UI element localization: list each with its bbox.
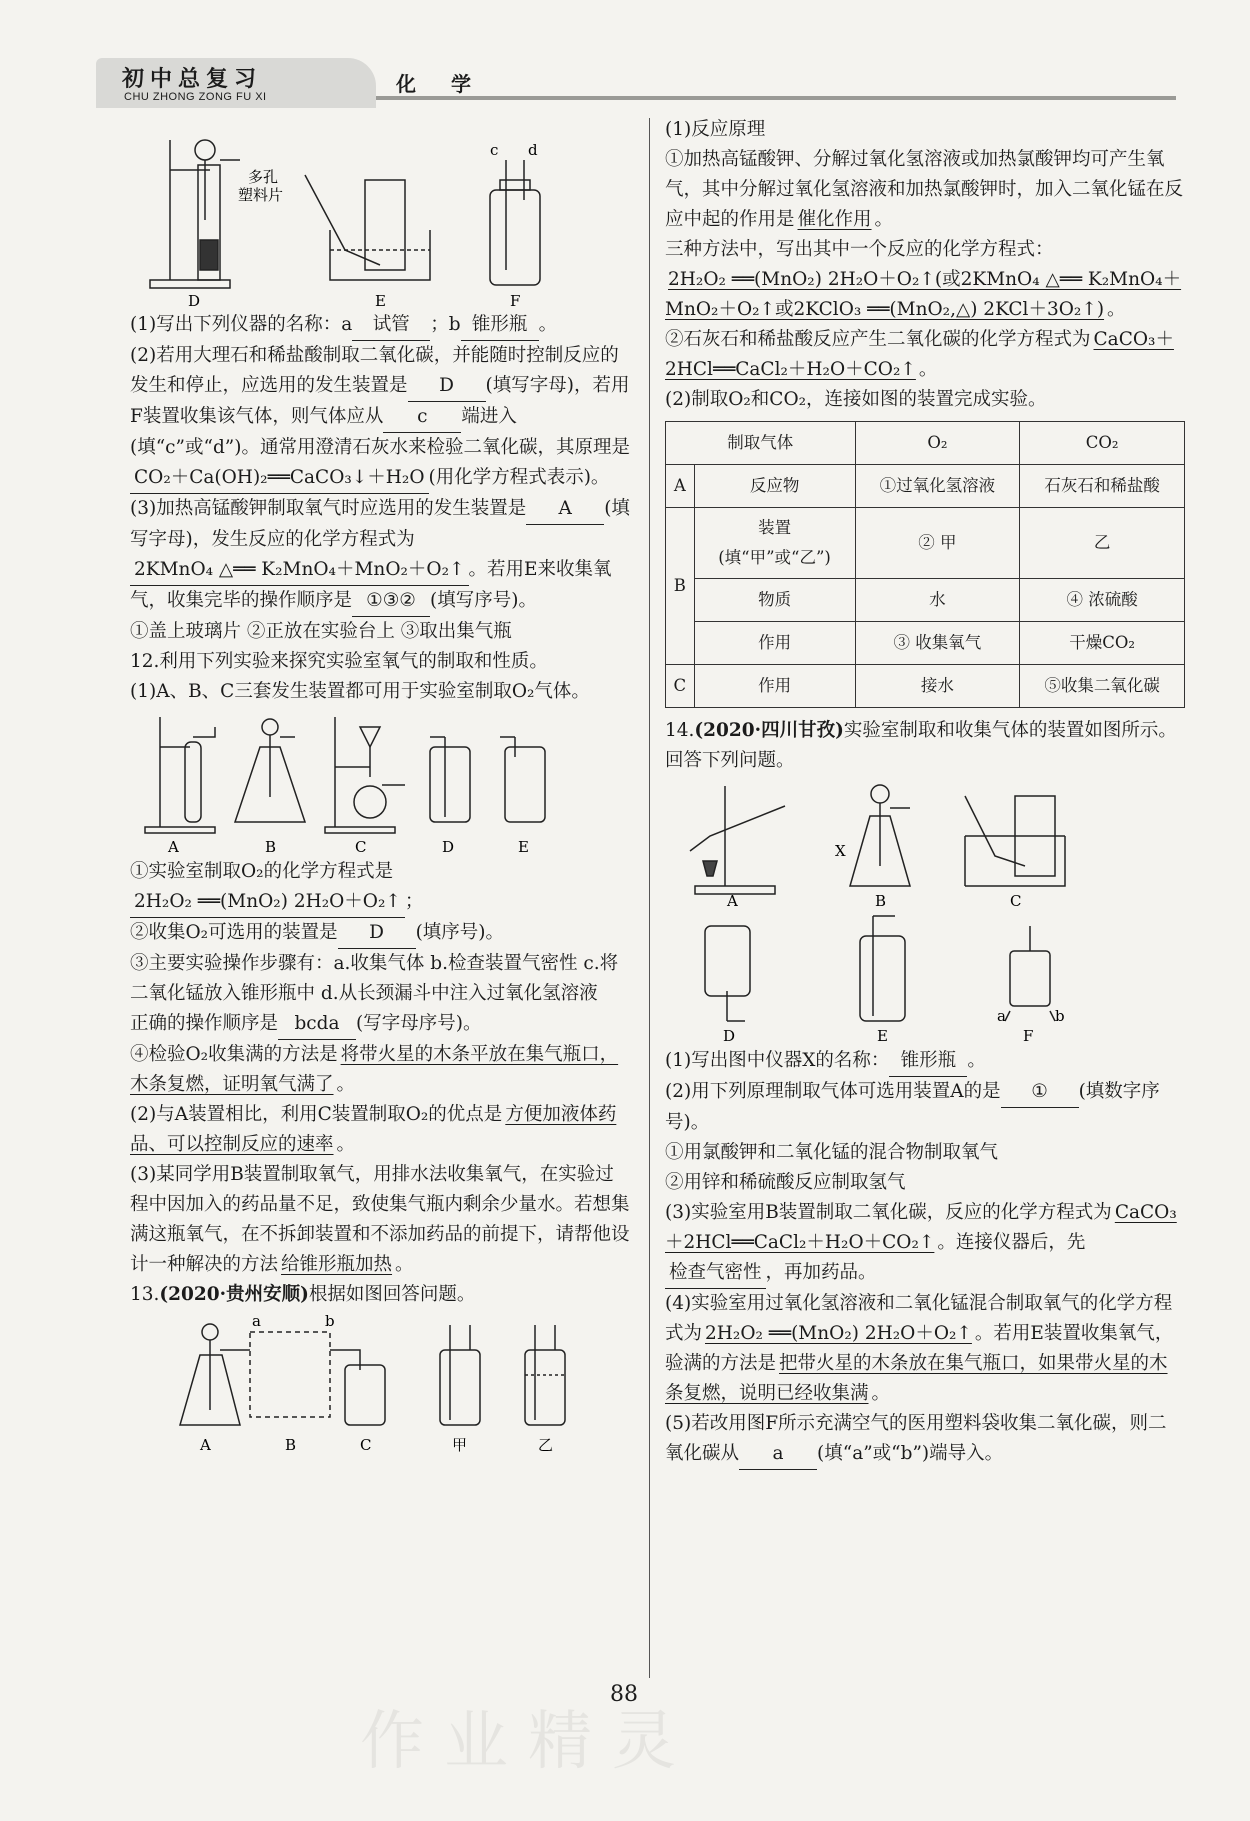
q12-item2: ②收集O₂可选用的装置是 D (填序号)。 bbox=[130, 918, 630, 949]
fig-label-jia: 甲 bbox=[452, 1436, 468, 1454]
q13-stem: 13.(2020·贵州安顺)根据如图回答问题。 bbox=[130, 1284, 476, 1305]
left-column bbox=[130, 120, 630, 1460]
q12-item3-order: 正确的操作顺序是 bcda (写字母序号)。 bbox=[130, 1009, 630, 1040]
right-column bbox=[665, 115, 1185, 1470]
q12-item3: ③主要实验操作步骤有：a.收集气体 b.检查装置气密性 c.将二氧化锰放入锥形瓶中 d.从长颈漏斗中注入过氧化氢溶液 bbox=[130, 953, 619, 1004]
fig-label-b: B bbox=[875, 892, 887, 910]
port-a: a bbox=[252, 1312, 261, 1330]
q13-apparatus-figure bbox=[130, 1310, 630, 1460]
fig-label-b: B bbox=[285, 1436, 297, 1454]
x-label: X bbox=[835, 842, 846, 860]
r-item1-eq: 2H₂O₂ ══(MnO₂) 2H₂O＋O₂↑(或2KMnO₄ △══ K₂MnO₄＋MnO₂＋O₂↑或2KClO₃ ══(MnO₂,△) 2KCl＋3O₂↑) 。 bbox=[665, 269, 1182, 320]
q11-part3: (3)加热高锰酸钾制取氧气时应选用的发生装置是 A (填写字母)，发生反应的化学方程式为2KMnO₄ △══ K₂MnO₄＋MnO₂＋O₂↑ 。若用E来收集氧气，收集完毕的操作顺序是 ①③② (填写序号)。 bbox=[130, 494, 630, 617]
answer-choice: ① bbox=[1001, 1077, 1079, 1108]
answer-a: 试管 bbox=[352, 310, 430, 341]
q12-sub3: (3)某同学用B装置制取氧气，用排水法收集氧气，在实验过程中因加入的药品量不足，致使集气瓶内剩余少量水。若想集满这瓶氧气，在不拆卸装置和不添加药品的前提下，请帮他设计一种解决的方法 给锥形瓶加热 。 bbox=[130, 1164, 630, 1275]
table-row: C 作用 接水 ⑤收集二氧化碳 bbox=[666, 665, 1185, 708]
q14-part5: (5)若改用图F所示充满空气的医用塑料袋收集二氧化碳，则二氧化碳从 a (填“a”或“b”)端导入。 bbox=[665, 1409, 1185, 1470]
perforated-plate-label: 多孔塑料片 bbox=[238, 168, 284, 204]
f-port-c: c bbox=[490, 141, 499, 159]
q12-sub2: (2)与A装置相比，利用C装置制取O₂的优点是 方便加液体药品、可以控制反应的速率 。 bbox=[130, 1104, 617, 1155]
table-row: B 装置 (填“甲”或“乙”) ② 甲 乙 bbox=[666, 508, 1185, 579]
q14-apparatus-figure bbox=[665, 776, 1185, 1046]
q12-item1: ①实验室制取O₂的化学方程式是2H₂O₂ ══(MnO₂) 2H₂O＋O₂↑ ； bbox=[130, 857, 630, 918]
table-row: 作用 ③ 收集氧气 干燥CO₂ bbox=[666, 622, 1185, 665]
answer-port: c bbox=[383, 402, 461, 433]
column-divider bbox=[649, 118, 650, 1678]
answer-order: ①③② bbox=[352, 586, 430, 617]
r-principle: (1)反应原理 bbox=[665, 119, 766, 140]
answer-b: 锥形瓶 bbox=[461, 310, 539, 341]
experiment-table bbox=[665, 421, 1185, 708]
answer-equation: 2H₂O₂ ══(MnO₂) 2H₂O＋O₂↑(或2KMnO₄ △══ K₂MnO₄＋MnO₂＋O₂↑或2KClO₃ ══(MnO₂,△) 2KCl＋3O₂↑) bbox=[665, 269, 1182, 320]
fig-label-a: A bbox=[200, 1436, 211, 1454]
answer-device: A bbox=[526, 494, 604, 525]
q14-stem: 14.(2020·四川甘孜)实验室制取和收集气体的装置如图所示。回答下列问题。 bbox=[665, 720, 1177, 771]
answer-port: a bbox=[739, 1439, 817, 1470]
f-port-d: d bbox=[528, 141, 538, 159]
fig-label-d: D bbox=[442, 838, 455, 856]
q11-apparatus-figure bbox=[130, 120, 630, 310]
answer-order: bcda bbox=[278, 1009, 356, 1040]
f-port-a: a bbox=[997, 1007, 1006, 1025]
fig-label-yi: 乙 bbox=[538, 1436, 554, 1454]
q14-part2: (2)用下列原理制取气体可选用装置A的是 ① (填数字序号)。 bbox=[665, 1077, 1185, 1138]
answer-equation: CaCO₃＋2HCl══CaCl₂＋H₂O＋CO₂↑ bbox=[665, 1202, 1177, 1253]
q13-source: (2020·贵州安顺) bbox=[159, 1284, 309, 1305]
q14-option2: ②用锌和稀硫酸反应制取氢气 bbox=[665, 1172, 906, 1193]
fig-label-c: C bbox=[360, 1436, 372, 1454]
q12-stem: 12.利用下列实验来探究实验室氧气的制取和性质。 bbox=[130, 651, 548, 672]
fig-label-b: B bbox=[265, 838, 277, 856]
q12-apparatus-figure bbox=[130, 707, 630, 857]
fig-label-f: F bbox=[1023, 1027, 1034, 1045]
q14-part1: (1)写出图中仪器X的名称： 锥形瓶 。 bbox=[665, 1046, 1185, 1077]
subject-label: 化 学 bbox=[396, 72, 485, 96]
fig-label-e: E bbox=[877, 1027, 888, 1045]
r-part2: (2)制取O₂和CO₂，连接如图的装置完成实验。 bbox=[665, 389, 1047, 410]
watermark: 作业精灵 bbox=[360, 1705, 696, 1779]
answer-device: D bbox=[408, 371, 486, 402]
answer-method: 将带火星的木条平放在集气瓶口，木条复燃，证明氧气满了 bbox=[130, 1044, 619, 1095]
q14-part3: (3)实验室用B装置制取二氧化碳，反应的化学方程式为 CaCO₃＋2HCl══CaCl₂＋H₂O＋CO₂↑ 。连接仪器后，先检查气密性 ，再加药品。 bbox=[665, 1198, 1185, 1289]
q14-part4: (4)实验室用过氧化氢溶液和二氧化锰混合制取氧气的化学方程式为 2H₂O₂ ══(MnO₂) 2H₂O＋O₂↑ 。若用E装置收集氧气，验满的方法是 把带火星的木条放在集气瓶口，如果带火星的木条复燃，说明已经收集满 。 bbox=[665, 1293, 1174, 1404]
fig-label-a: A bbox=[168, 838, 179, 856]
answer-solution: 给锥形瓶加热 bbox=[281, 1254, 393, 1275]
answer-role: 催化作用 bbox=[797, 209, 872, 230]
fig-label-f: F bbox=[510, 292, 521, 310]
answer-device: D bbox=[338, 918, 416, 949]
answer-advantage: 方便加液体药品、可以控制反应的速率 bbox=[130, 1104, 617, 1155]
page-header bbox=[96, 58, 1176, 110]
port-b: b bbox=[325, 1312, 335, 1330]
book-pinyin: CHU ZHONG ZONG FU XI bbox=[124, 91, 267, 103]
q14-source: (2020·四川甘孜) bbox=[694, 720, 844, 741]
answer-step: 检查气密性 bbox=[665, 1258, 766, 1289]
fig-label-c: C bbox=[1010, 892, 1022, 910]
q11-part1: (1)写出下列仪器的名称：a 试管 ；b 锥形瓶 。 bbox=[130, 310, 630, 341]
fig-label-e: E bbox=[518, 838, 529, 856]
answer-method: 把带火星的木条放在集气瓶口，如果带火星的木条复燃，说明已经收集满 bbox=[665, 1353, 1168, 1404]
table-row: A 反应物 ①过氧化氢溶液 石灰石和稀盐酸 bbox=[666, 465, 1185, 508]
fig-label-e: E bbox=[375, 292, 386, 310]
r-item2: ②石灰石和稀盐酸反应产生二氧化碳的化学方程式为 CaCO₃＋2HCl══CaCl₂＋H₂O＋CO₂↑ 。 bbox=[665, 329, 1174, 380]
answer-equation: CaCO₃＋2HCl══CaCl₂＋H₂O＋CO₂↑ bbox=[665, 329, 1174, 380]
answer-equation: 2H₂O₂ ══(MnO₂) 2H₂O＋O₂↑ bbox=[705, 1323, 972, 1344]
fig-label-c: C bbox=[355, 838, 367, 856]
answer-equation: 2KMnO₄ △══ K₂MnO₄＋MnO₂＋O₂↑ bbox=[130, 555, 469, 586]
q11-options: ①盖上玻璃片 ②正放在实验台上 ③取出集气瓶 bbox=[130, 621, 512, 642]
q12-sub1: (1)A、B、C三套发生装置都可用于实验室制取O₂气体。 bbox=[130, 681, 590, 702]
book-title: 初中总复习 bbox=[122, 67, 263, 92]
f-port-b: b bbox=[1055, 1007, 1065, 1025]
q12-item4: ④检验O₂收集满的方法是 将带火星的木条平放在集气瓶口，木条复燃，证明氧气满了 。 bbox=[130, 1044, 619, 1095]
answer-equation: CO₂＋Ca(OH)₂══CaCO₃↓＋H₂O bbox=[130, 463, 429, 494]
header-rule bbox=[376, 96, 1176, 100]
table-row: 制取气体 O₂ CO₂ bbox=[666, 422, 1185, 465]
answer-instrument: 锥形瓶 bbox=[889, 1046, 967, 1077]
q14-option1: ①用氯酸钾和二氧化锰的混合物制取氧气 bbox=[665, 1142, 999, 1163]
fig-label-d: D bbox=[723, 1027, 736, 1045]
r-item1-eq-prompt: 三种方法中，写出其中一个反应的化学方程式： bbox=[665, 239, 1054, 260]
q11-part2: (2)若用大理石和稀盐酸制取二氧化碳，并能随时控制反应的发生和停止，应选用的发生装置是 D (填写字母)，若用F装置收集该气体，则气体应从 c 端进入(填“c”或“d”)。通常用澄清石灰水来检验二氧化碳，其原理是CO₂＋Ca(OH)₂══CaCO₃↓＋H₂O (用化学方程式表示)。 bbox=[130, 341, 630, 494]
fig-label-a: A bbox=[727, 892, 738, 910]
table-row: 物质 水 ④ 浓硫酸 bbox=[666, 579, 1185, 622]
page-number: 88 bbox=[610, 1682, 638, 1707]
r-item1: ①加热高锰酸钾、分解过氧化氢溶液或加热氯酸钾均可产生氧气，其中分解过氧化氢溶液和加热氯酸钾时，加入二氧化锰在反应中起的作用是 催化作用 。 bbox=[665, 149, 1184, 230]
fig-label-d: D bbox=[188, 292, 201, 310]
answer-equation: 2H₂O₂ ══(MnO₂) 2H₂O＋O₂↑ bbox=[130, 887, 405, 918]
